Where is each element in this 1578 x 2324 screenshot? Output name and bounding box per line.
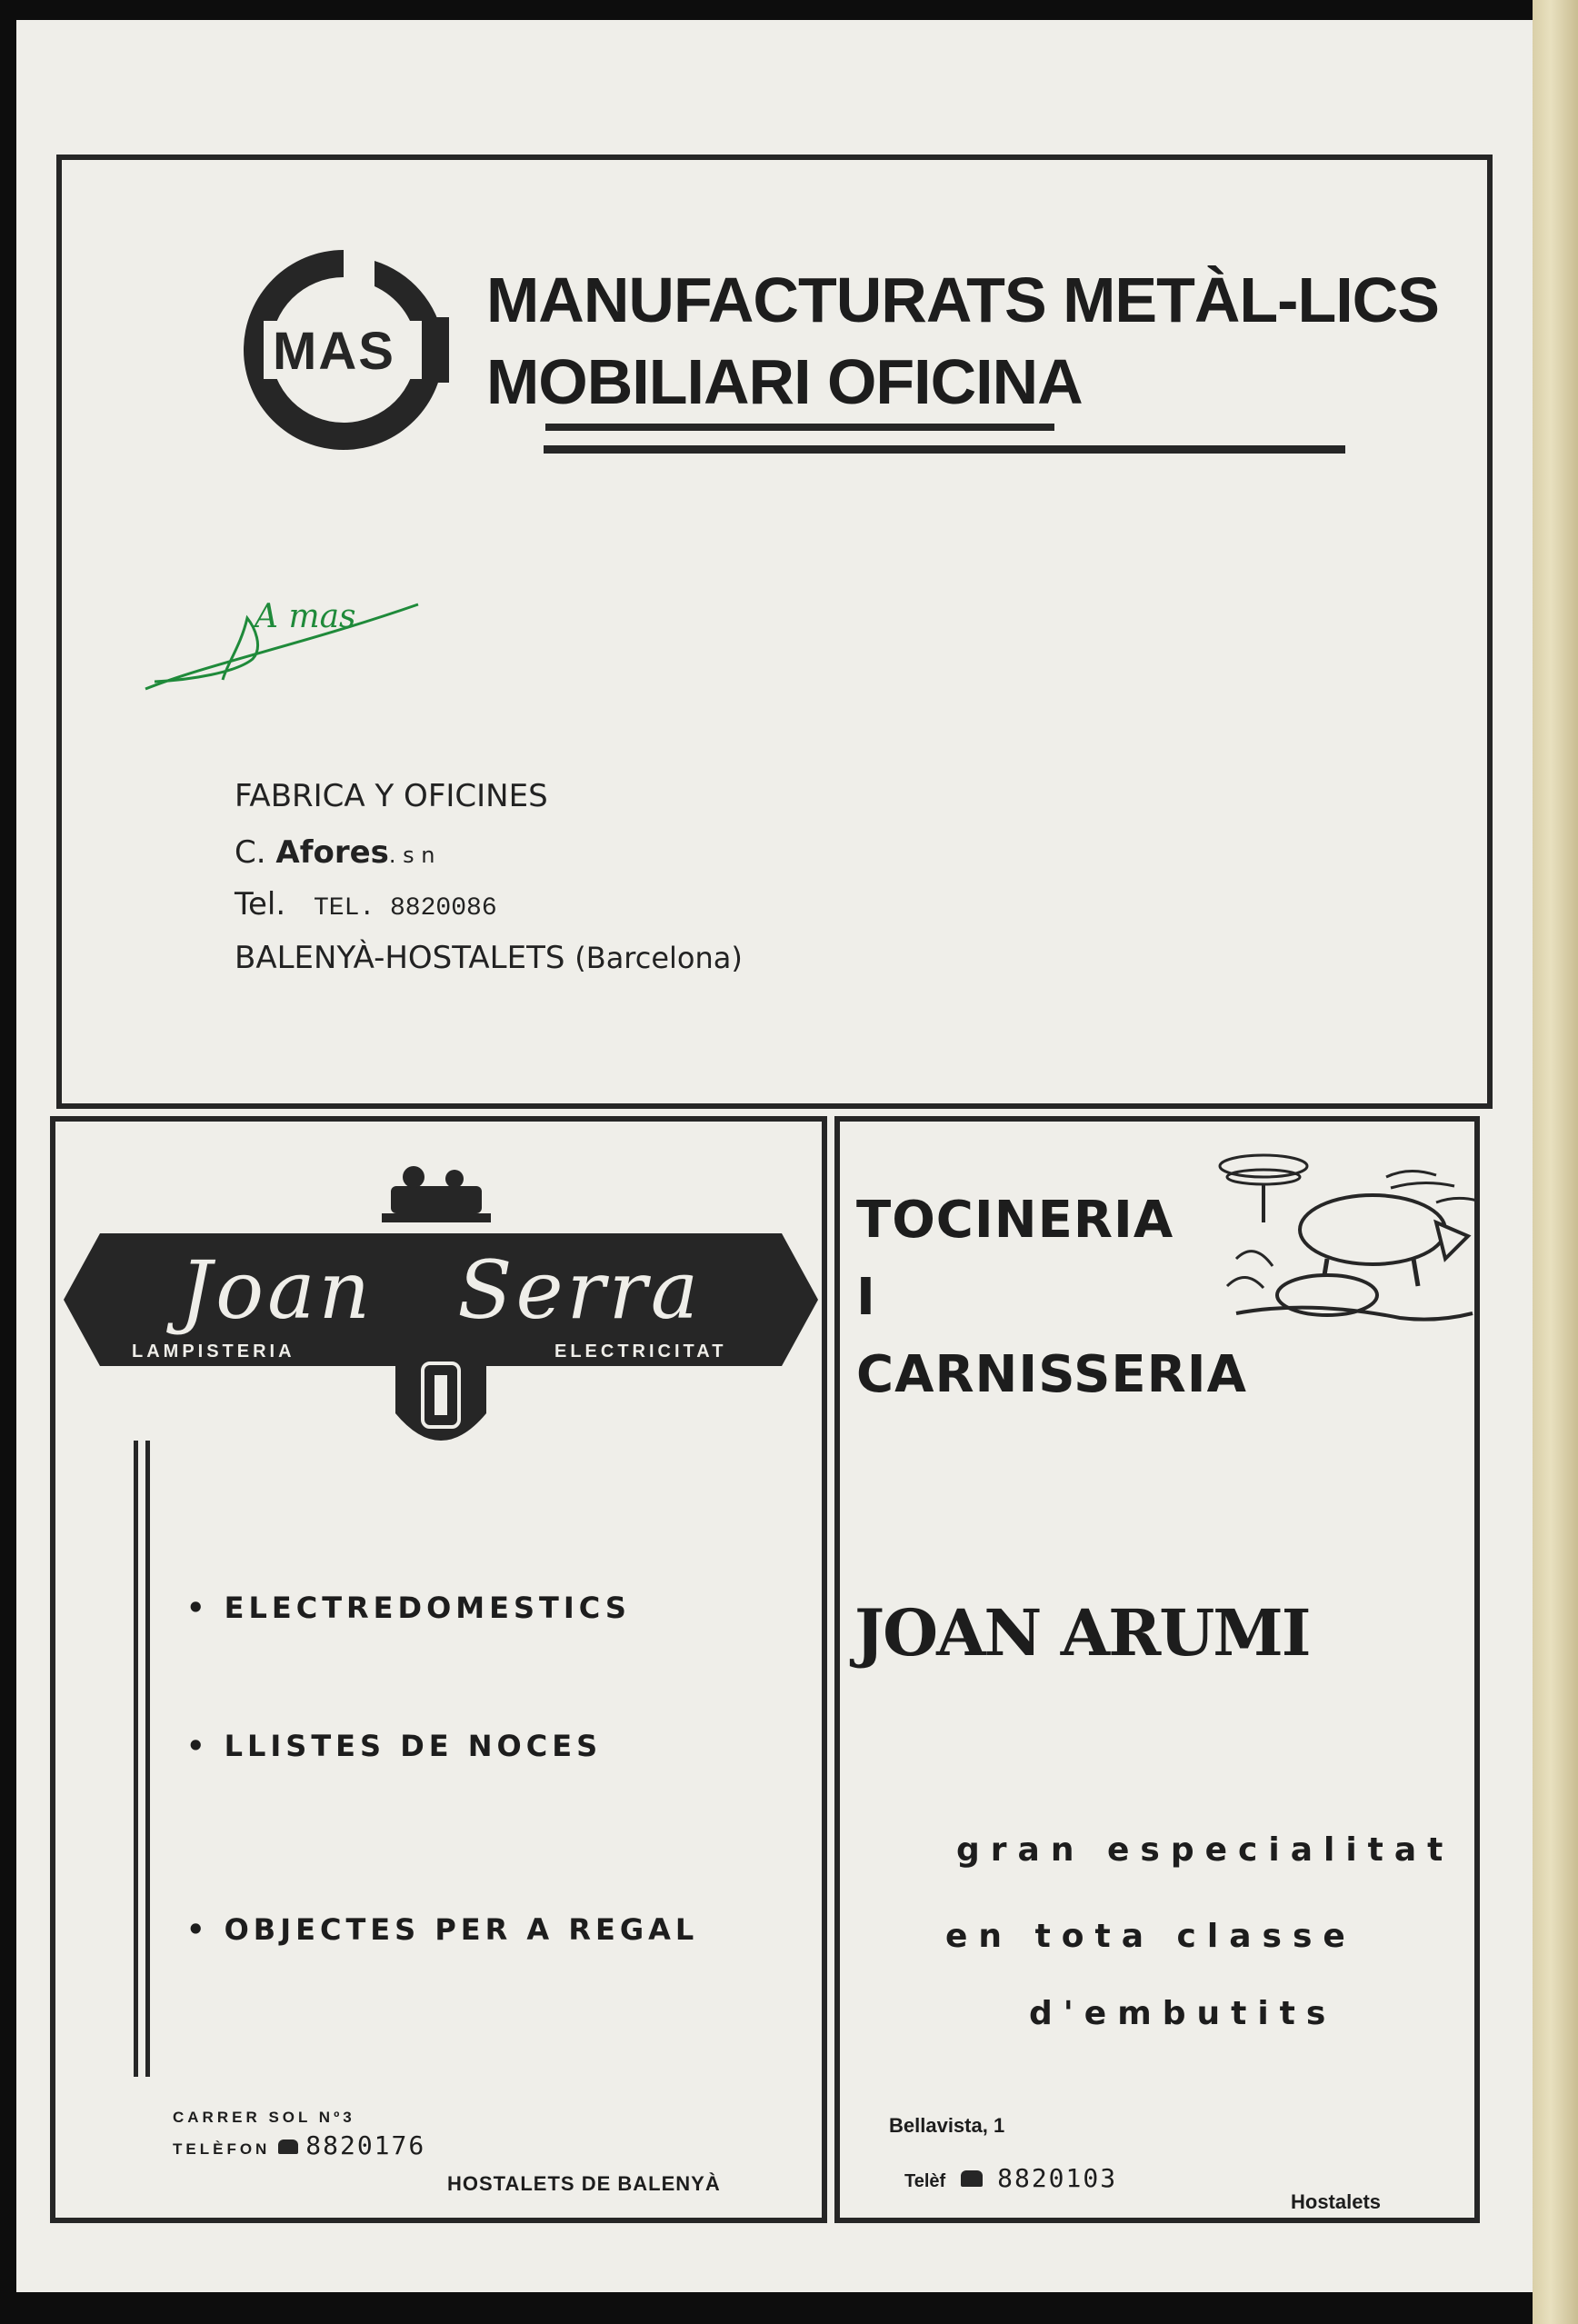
arumi-line3: CARNISSERIA	[856, 1345, 1247, 1404]
mas-title-line1: MANUFACTURATS METÀL-LICS	[486, 264, 1439, 335]
mas-street-prefix: C.	[235, 834, 266, 871]
serra-street: CARRER SOL Nº3	[173, 2109, 355, 2126]
mas-region: (Barcelona)	[574, 941, 743, 975]
serra-item-1: • ELECTREDOMESTICS	[186, 1591, 631, 1625]
mas-logo	[238, 241, 449, 459]
mas-street-suffix: . s n	[388, 843, 435, 868]
serra-side-rule-1	[134, 1441, 138, 2077]
mas-city: BALENYÀ-HOSTALETS	[235, 940, 565, 976]
serra-town: HOSTALETS DE BALENYÀ	[447, 2172, 721, 2195]
mas-title-line2: MOBILIARI OFICINA	[486, 346, 1083, 417]
mas-tel-label: Tel.	[235, 886, 286, 923]
mas-rule-lower	[544, 445, 1345, 454]
page-edge	[1533, 0, 1578, 2324]
pigs-illustration-icon	[1218, 1150, 1482, 1332]
arumi-phone: 8820103	[997, 2163, 1118, 2193]
phone-icon	[278, 2139, 298, 2154]
arumi-town: Hostalets	[1291, 2190, 1382, 2213]
arumi-line1: TOCINERIA	[856, 1191, 1174, 1250]
mas-address-line1: FABRICA Y OFICINES	[235, 778, 548, 814]
arumi-slogan-3: d'embutits	[1029, 1995, 1337, 2032]
arumi-name: JOAN ARUMI	[854, 1595, 1310, 1671]
arumi-street: Bellavista, 1	[889, 2114, 1005, 2137]
serra-trade-left: LAMPISTERIA	[132, 1342, 295, 1361]
serra-banner	[64, 1159, 818, 1468]
mas-address-tel	[235, 886, 497, 923]
mas-rule-upper	[545, 424, 1054, 431]
mas-address-city	[235, 940, 743, 976]
mas-street-name: Afores	[275, 834, 389, 871]
serra-machinery-icon	[382, 1166, 491, 1222]
serra-phone-label: TELÈFON	[173, 2140, 271, 2158]
mas-address-street	[235, 834, 435, 871]
mas-logo-text: MAS	[273, 322, 395, 381]
arumi-slogan-2: en tota classe	[945, 1918, 1356, 1955]
serra-phone: 8820176	[305, 2130, 426, 2160]
phone-icon	[961, 2170, 983, 2187]
arumi-slogan-1: gran especialitat	[956, 1831, 1454, 1869]
mas-tel-stamp: TEL. 8820086	[313, 894, 497, 923]
mas-signature-text: A mas	[255, 598, 356, 635]
serra-item-3: • OBJECTES PER A REGAL	[186, 1912, 699, 1947]
serra-phone-line	[173, 2130, 425, 2160]
serra-name: Joan Serra	[179, 1243, 703, 1337]
arumi-line2: I	[856, 1268, 876, 1327]
serra-trade-right: ELECTRICITAT	[554, 1342, 727, 1361]
mas-signature	[136, 573, 427, 700]
serra-item-2: • LLISTES DE NOCES	[186, 1729, 603, 1763]
arumi-phone-label: Telèf	[904, 2171, 946, 2191]
arumi-phone-line	[904, 2163, 1117, 2193]
serra-side-rule-2	[145, 1441, 150, 2077]
